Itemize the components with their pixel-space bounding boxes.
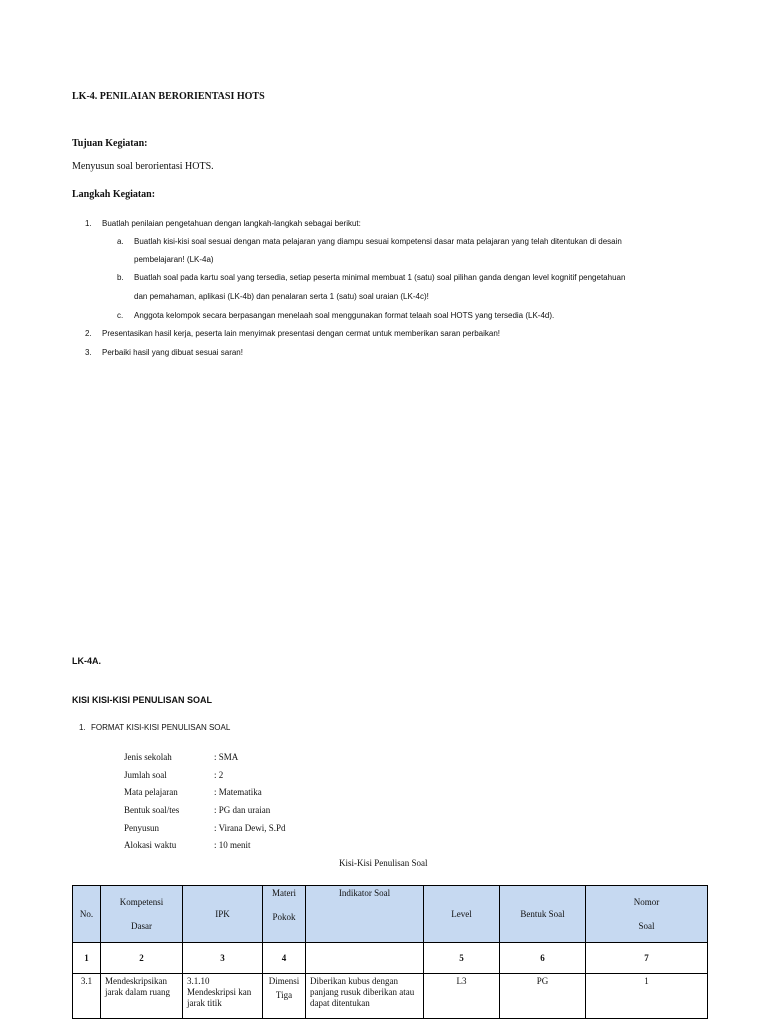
identity-value: : 2 (214, 770, 224, 780)
header-label: Kompetensi (119, 897, 164, 907)
langkah-heading: Langkah Kegiatan: (72, 189, 156, 200)
header-label: Pokok (272, 912, 296, 922)
format-number: 1. (79, 723, 86, 732)
header-level: Level (424, 886, 500, 943)
cell-materi-pokok (263, 974, 306, 1019)
identity-value: : SMA (214, 752, 239, 762)
header-label: Soal (638, 921, 655, 931)
identity-label: Penyusun (124, 823, 160, 833)
column-number: 2 (101, 943, 183, 974)
substep-letter: a. (117, 237, 124, 246)
cell-level: L3 (424, 974, 500, 1019)
substep-letter: b. (117, 273, 124, 282)
identity-label: Mata pelajaran (124, 787, 178, 797)
section-title: LK-4A. (72, 656, 101, 666)
cell-indikator-soal: Diberikan kubus dengan panjang rusuk diberikan atau dapat ditentukan (306, 974, 424, 1019)
section-subtitle: KISI KISI-KISI PENULISAN SOAL (72, 695, 213, 705)
step-number: 1. (85, 219, 92, 228)
header-nomor-soal (586, 886, 708, 943)
header-ipk: IPK (183, 886, 263, 943)
table-row (73, 974, 708, 1019)
cell-ipk: 3.1.10 Mendeskripsi kan jarak titik (183, 974, 263, 1019)
identity-value: : PG dan uraian (214, 805, 271, 815)
column-number-row (73, 943, 708, 974)
header-indikator-soal: Indikator Soal (306, 886, 424, 943)
tujuan-text: Menyusun soal berorientasi HOTS. (72, 161, 214, 172)
table-header-row (73, 886, 708, 943)
header-label: Materi (272, 888, 296, 898)
substep-letter: c. (117, 311, 124, 320)
kisi-kisi-table (72, 885, 708, 1019)
step-text: Perbaiki hasil yang dibuat sesuai saran! (102, 348, 243, 357)
identity-value: : Virana Dewi, S.Pd (214, 823, 286, 833)
substep-text: pembelajaran! (LK-4a) (134, 255, 214, 264)
column-number: 7 (586, 943, 708, 974)
substep-text: Buatlah kisi-kisi soal sesuai dengan mata pelajaran yang diampu sesuai kompetensi dasar mata pelajaran yang telah ditentukan di desain (134, 237, 622, 246)
cell-nomor-soal: 1 (586, 974, 708, 1019)
column-number (306, 943, 424, 974)
format-title: FORMAT KISI-KISI PENULISAN SOAL (91, 723, 231, 732)
step-number: 2. (85, 329, 92, 338)
identity-value: : Matematika (214, 787, 262, 797)
cell-text: Tiga (275, 989, 293, 1000)
header-no: No. (73, 886, 101, 943)
header-label: Nomor (633, 897, 660, 907)
step-text: Buatlah penilaian pengetahuan dengan langkah-langkah sebagai berikut: (102, 219, 361, 228)
identity-label: Jumlah soal (124, 770, 167, 780)
header-label: Dasar (131, 921, 152, 931)
identity-label: Bentuk soal/tes (124, 805, 180, 815)
header-kompetensi-dasar (101, 886, 183, 943)
substep-text: Buatlah soal pada kartu soal yang tersedia, setiap peserta minimal membuat 1 (satu) soal pilihan ganda dengan level kognitif pengetahuan (134, 273, 626, 282)
tujuan-heading: Tujuan Kegiatan: (72, 138, 148, 149)
table-caption: Kisi-Kisi Penulisan Soal (339, 858, 428, 868)
column-number: 5 (424, 943, 500, 974)
page-title: LK-4. PENILAIAN BERORIENTASI HOTS (72, 91, 265, 102)
cell-kompetensi-dasar: Mendeskripsikan jarak dalam ruang (101, 974, 183, 1019)
identity-label: Jenis sekolah (124, 752, 172, 762)
substep-text: Anggota kelompok secara berpasangan menelaah soal menggunakan format telaah soal HOTS yang tersedia (LK-4d). (134, 311, 555, 320)
identity-value: : 10 menit (214, 840, 251, 850)
column-number: 6 (500, 943, 586, 974)
column-number: 3 (183, 943, 263, 974)
step-number: 3. (85, 348, 92, 357)
column-number: 1 (73, 943, 101, 974)
cell-no: 3.1 (73, 974, 101, 1019)
identity-label: Alokasi waktu (124, 840, 177, 850)
column-number: 4 (263, 943, 306, 974)
cell-bentuk-soal: PG (500, 974, 586, 1019)
header-materi-pokok (263, 886, 306, 943)
cell-text: Dimensi (268, 976, 300, 986)
step-text: Presentasikan hasil kerja, peserta lain menyimak presentasi dengan cermat untuk memberikan saran perbaikan! (102, 329, 500, 338)
substep-text: dan pemahaman, aplikasi (LK-4b) dan penalaran serta 1 (satu) soal uraian (LK-4c)! (134, 292, 429, 301)
header-bentuk-soal: Bentuk Soal (500, 886, 586, 943)
